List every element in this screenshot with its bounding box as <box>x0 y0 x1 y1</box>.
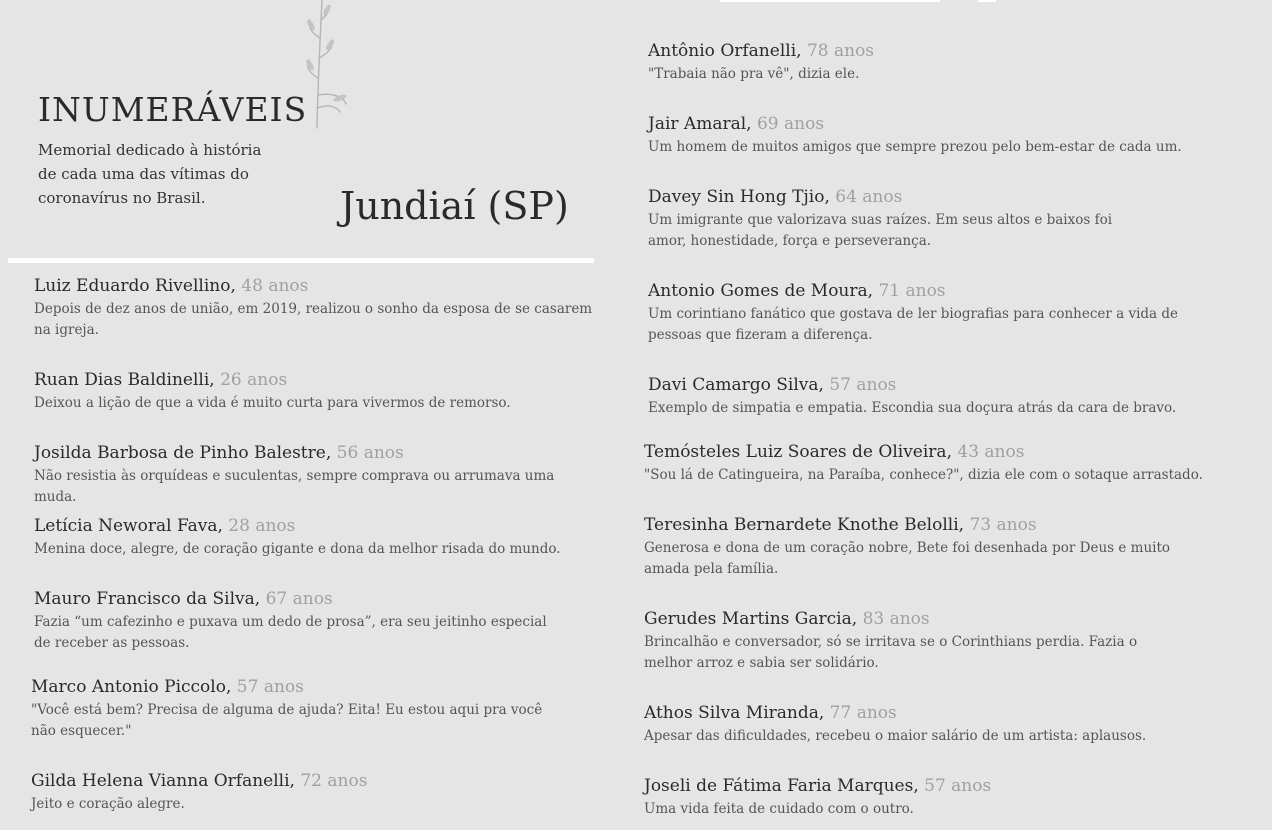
victim-name: Luiz Eduardo Rivellino <box>34 276 231 296</box>
victim-name: Ruan Dias Baldinelli <box>34 370 210 390</box>
victim-description: Generosa e dona de um coração nobre, Bete foi desenhada por Deus e muito amada pela família. <box>644 540 1171 577</box>
victim-name: Athos Silva Miranda <box>644 703 819 723</box>
victim-age: 56 anos <box>336 443 404 463</box>
list-item[interactable]: Jair Amaral, 69 anos Um homem de muitos amigos que sempre prezou pelo bem-estar de cada um. <box>648 112 1228 158</box>
victim-description: "Trabaia não pra vê", dizia ele. <box>648 66 860 82</box>
plant-illustration-icon <box>300 0 350 130</box>
list-item[interactable]: Marco Antonio Piccolo, 57 anos "Você está bem? Precisa de alguma de ajuda? Eita! Eu estou aqui pra você não esquecer." <box>31 675 551 742</box>
victim-age: 57 anos <box>236 677 304 697</box>
list-item[interactable]: Gerudes Martins Garcia, 83 anos Brincalhão e conversador, só se irritava se o Corinthians perdia. Fazia o melhor arroz e sabia ser solidário. <box>644 607 1184 674</box>
victim-description: Brincalhão e conversador, só se irritava se o Corinthians perdia. Fazia o melhor arroz e sabia ser solidário. <box>644 634 1138 671</box>
victim-description: Menina doce, alegre, de coração gigante e dona da melhor risada do mundo. <box>34 541 561 557</box>
list-item[interactable]: Teresinha Bernardete Knothe Belolli, 73 anos Generosa e dona de um coração nobre, Bete foi desenhada por Deus e muito amada pela família. <box>644 513 1204 580</box>
victim-name: Joseli de Fátima Faria Marques <box>644 776 914 796</box>
memorial-header <box>0 0 600 262</box>
brand-title[interactable]: INUMERÁVEIS <box>38 90 308 129</box>
victim-name: Mauro Francisco da Silva <box>34 589 255 609</box>
victim-age: 28 anos <box>228 516 296 536</box>
list-item[interactable]: Mauro Francisco da Silva, 67 anos Fazia “um cafezinho e puxava um dedo de prosa”, era seu jeitinho especial de receber as pessoas. <box>34 587 554 654</box>
victim-name: Josilda Barbosa de Pinho Balestre <box>34 443 326 463</box>
victim-name: Davey Sin Hong Tjio <box>648 187 825 207</box>
victim-description: Um homem de muitos amigos que sempre prezou pelo bem-estar de cada um. <box>648 139 1182 155</box>
victim-description: Apesar das dificuldades, recebeu o maior salário de um artista: aplausos. <box>644 728 1147 744</box>
victim-name: Gilda Helena Vianna Orfanelli <box>31 771 290 791</box>
victim-age: 57 anos <box>829 375 897 395</box>
victim-description: Deixou a lição de que a vida é muito curta para vivermos de remorso. <box>34 395 511 411</box>
list-item[interactable]: Temósteles Luiz Soares de Oliveira, 43 anos "Sou lá de Catingueira, na Paraíba, conhece?", dizia ele com o sotaque arrastado. <box>644 440 1234 486</box>
header-divider <box>8 258 594 263</box>
victim-age: 26 anos <box>220 370 288 390</box>
victim-description: Um corintiano fanático que gostava de ler biografias para conhecer a vida de pessoas que fizeram a diferença. <box>648 306 1179 343</box>
victim-description: Exemplo de simpatia e empatia. Escondia sua doçura atrás da cara de bravo. <box>648 400 1177 416</box>
victim-age: 43 anos <box>957 442 1025 462</box>
victim-description: "Você está bem? Precisa de alguma de ajuda? Eita! Eu estou aqui pra você não esquecer." <box>31 702 543 739</box>
victim-name: Teresinha Bernardete Knothe Belolli <box>644 515 959 535</box>
victim-age: 77 anos <box>829 703 897 723</box>
list-item[interactable]: Josilda Barbosa de Pinho Balestre, 56 anos Não resistia às orquídeas e suculentas, sempre comprava ou arrumava uma muda. <box>34 441 594 508</box>
list-item[interactable]: Davi Camargo Silva, 57 anos Exemplo de simpatia e empatia. Escondia sua doçura atrás da cara de bravo. <box>648 373 1228 419</box>
list-item[interactable]: Letícia Neworal Fava, 28 anos Menina doce, alegre, de coração gigante e dona da melhor risada do mundo. <box>34 514 594 560</box>
victim-age: 73 anos <box>969 515 1037 535</box>
victim-age: 64 anos <box>835 187 903 207</box>
victim-name: Antônio Orfanelli <box>648 41 797 61</box>
victim-name: Antonio Gomes de Moura <box>648 281 868 301</box>
brand-subtitle: Memorial dedicado à história de cada uma das vítimas do coronavírus no Brasil. <box>38 141 262 207</box>
victim-age: 72 anos <box>300 771 368 791</box>
victim-name: Marco Antonio Piccolo <box>31 677 226 697</box>
list-item[interactable]: Athos Silva Miranda, 77 anos Apesar das dificuldades, recebeu o maior salário de um artista: aplausos. <box>644 701 1224 747</box>
victim-age: 71 anos <box>878 281 946 301</box>
victim-name: Temósteles Luiz Soares de Oliveira <box>644 442 947 462</box>
victim-description: "Sou lá de Catingueira, na Paraíba, conhece?", dizia ele com o sotaque arrastado. <box>644 467 1203 483</box>
victim-name: Letícia Neworal Fava <box>34 516 218 536</box>
list-item[interactable]: Antônio Orfanelli, 78 anos "Trabaia não pra vê", dizia ele. <box>648 39 1228 85</box>
list-item[interactable]: Ruan Dias Baldinelli, 26 anos Deixou a lição de que a vida é muito curta para vivermos de remorso. <box>34 368 594 414</box>
top-edge-strip <box>720 0 940 2</box>
victim-age: 67 anos <box>265 589 333 609</box>
victim-description: Não resistia às orquídeas e suculentas, sempre comprava ou arrumava uma muda. <box>34 468 555 505</box>
victim-age: 48 anos <box>241 276 309 296</box>
victim-age: 83 anos <box>862 609 930 629</box>
victim-age: 57 anos <box>924 776 992 796</box>
list-item[interactable]: Antonio Gomes de Moura, 71 anos Um corintiano fanático que gostava de ler biografias para conhecer a vida de pessoas que fizeram a diferença. <box>648 279 1218 346</box>
victim-name: Gerudes Martins Garcia <box>644 609 852 629</box>
list-item[interactable]: Luiz Eduardo Rivellino, 48 anos Depois de dez anos de união, em 2019, realizou o sonho da esposa de se casarem na igreja. <box>34 274 594 341</box>
victim-age: 78 anos <box>806 41 875 61</box>
victim-description: Um imigrante que valorizava suas raízes. Em seus altos e baixos foi amor, honestidade, força e perseverança. <box>648 212 1113 249</box>
top-edge-mark <box>978 0 996 2</box>
victim-description: Depois de dez anos de união, em 2019, realizou o sonho da esposa de se casarem na igreja. <box>34 301 593 338</box>
victim-name: Jair Amaral <box>648 114 747 134</box>
victim-description: Fazia “um cafezinho e puxava um dedo de prosa”, era seu jeitinho especial de receber as pessoas. <box>34 614 547 651</box>
list-item[interactable]: Davey Sin Hong Tjio, 64 anos Um imigrante que valorizava suas raízes. Em seus altos e baixos foi amor, honestidade, força e perseverança. <box>648 185 1148 252</box>
victim-description: Uma vida feita de cuidado com o outro. <box>644 801 914 817</box>
city-title: Jundiaí (SP) <box>340 184 569 228</box>
victim-age: 69 anos <box>756 114 825 134</box>
list-item[interactable]: Joseli de Fátima Faria Marques, 57 anos Uma vida feita de cuidado com o outro. <box>644 774 1224 820</box>
victim-description: Jeito e coração alegre. <box>31 796 185 812</box>
list-item[interactable]: Gilda Helena Vianna Orfanelli, 72 anos Jeito e coração alegre. <box>31 769 591 815</box>
victim-name: Davi Camargo Silva <box>648 375 819 395</box>
